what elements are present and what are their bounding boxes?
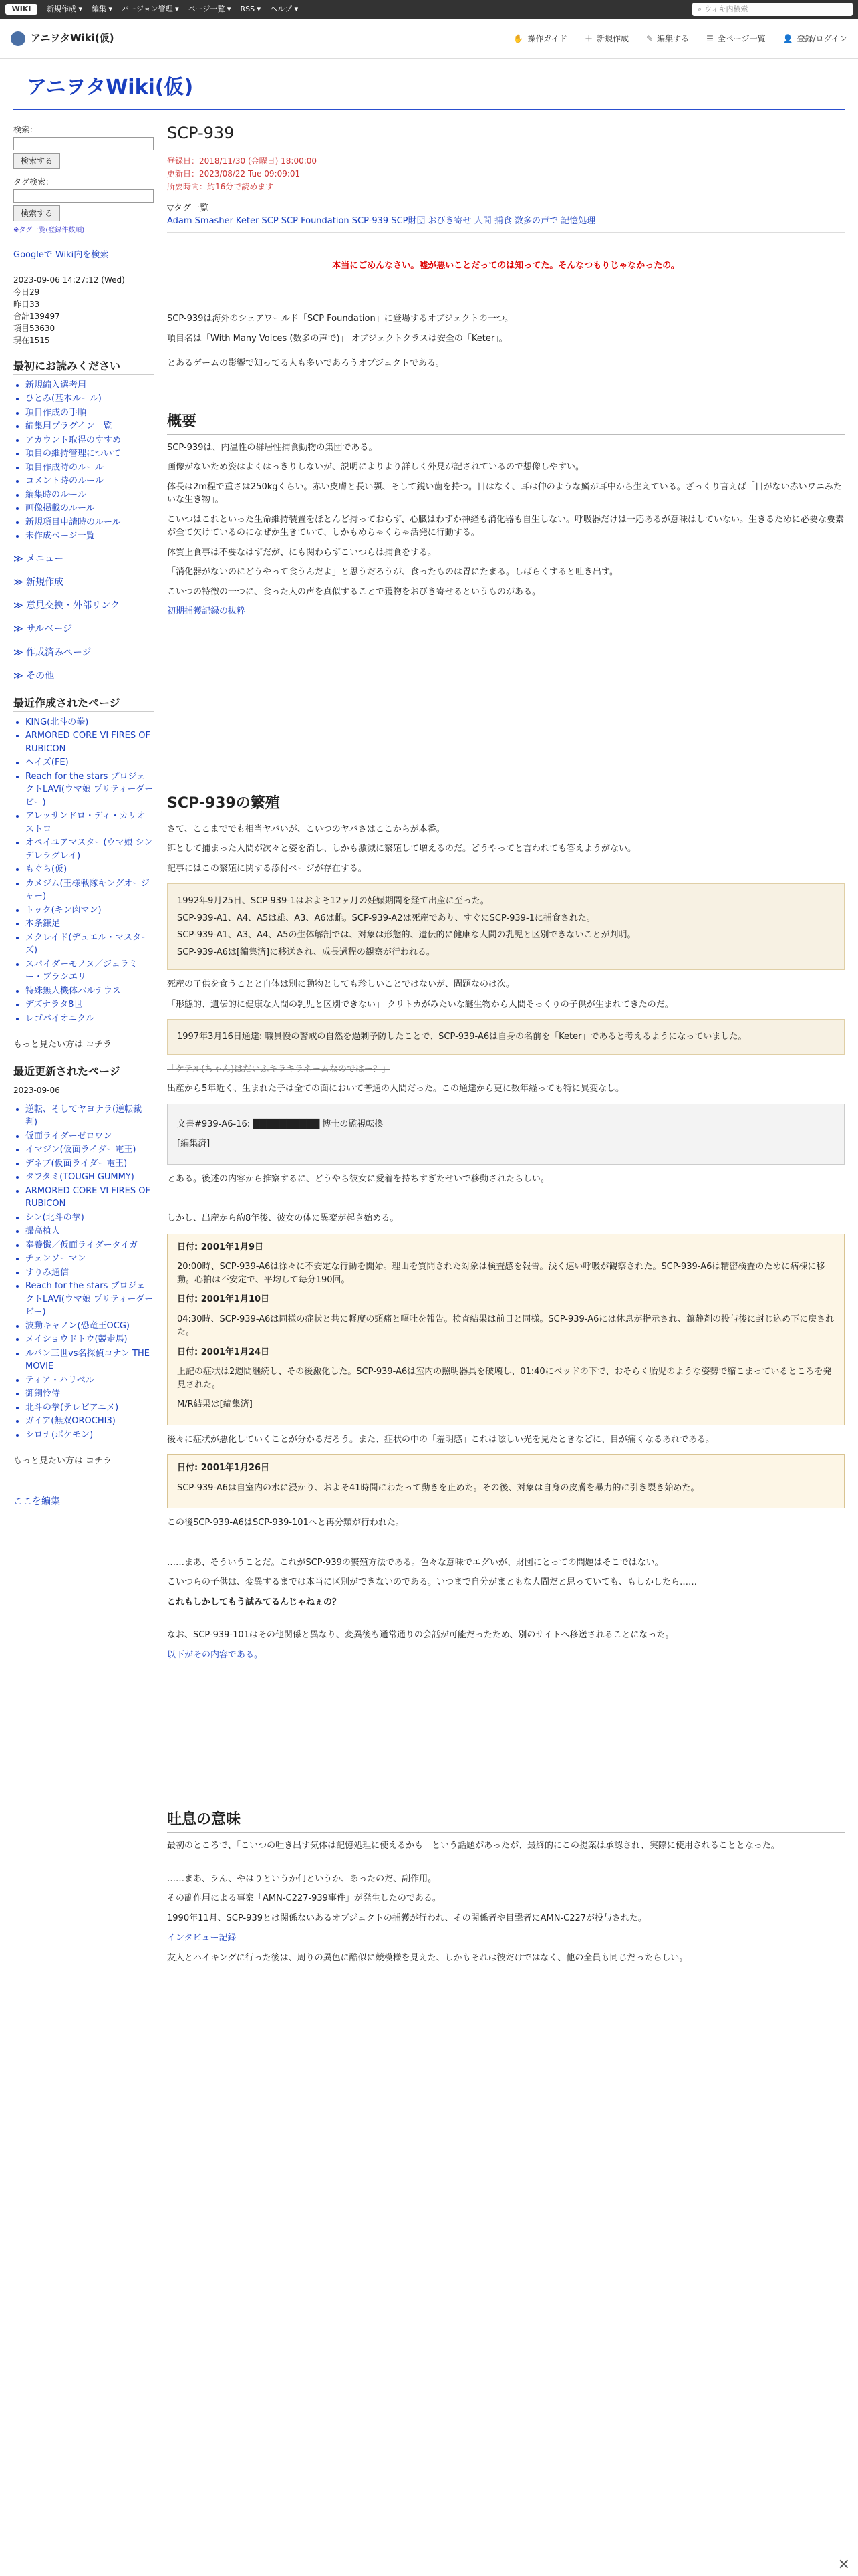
- list-item[interactable]: • 項目の維持管理について: [25, 447, 154, 461]
- list-item[interactable]: • スパイダーモノヌ／ジェラミー・ブラシエリ: [25, 958, 154, 984]
- list-item[interactable]: • 特殊無人機体パルテウス: [25, 985, 154, 998]
- list-item[interactable]: • タフタミ(TOUGH GUMMY): [25, 1171, 154, 1184]
- warning-text: 本当にごめんなさい。嘘が悪いことだってのは知ってた。そんなつもりじゃなかったの。: [332, 260, 680, 271]
- updated-heading: 最近更新されたページ: [13, 1064, 154, 1080]
- breath-3: その副作用による事案「AMN-C227-939事件」が発生したのである。: [167, 1893, 441, 1904]
- breath-5: 友人とハイキングに行った後は、周りの異色に酷似に競模様を見えた、しかもそれは彼だけではなく、他の全員も同じだったらしい。: [167, 1952, 688, 1963]
- list-item[interactable]: • ヘイズ(FE): [25, 756, 154, 770]
- tag-box: [167, 202, 845, 233]
- list-item[interactable]: • ARMORED CORE VI FIRES OF RUBICON: [25, 729, 154, 755]
- birth-4: SCP-939-A6は[編集済]に移送され、成長過程の観察が行われる。: [177, 947, 435, 957]
- list-item[interactable]: • Reach for the stars プロジェクトLAVi(ウマ娘 プリティーダービー): [25, 1280, 154, 1319]
- struck-text: 「ケテル(ちゃん)はだいふキラキラネームなのではー？」: [167, 1064, 390, 1074]
- breed-13: これもしかしてもう試みてるんじゃねぇの？: [167, 1597, 341, 1607]
- search-placeholder: ウィキ内検索: [704, 4, 748, 13]
- list-item[interactable]: • イマジン(仮面ライダー電王): [25, 1143, 154, 1157]
- breed-3: 記事にはこの繁殖に関する添付ページが存在する。: [167, 863, 367, 874]
- latest-list: [25, 716, 154, 1026]
- list-item[interactable]: • もぐら(仮): [25, 863, 154, 876]
- birth-1: 1992年9月25日、SCP-939-1はおよそ12ヶ月の妊娠期間を経て出産に至った。: [177, 896, 489, 907]
- breed-5: 「形態的、遺伝的に健康な人間の乳児と区別できない」 クリトカがみたいな謎生物から人間そっくりの子供が生まれてきたのだ。: [167, 999, 674, 1010]
- google-search-link[interactable]: Googleで Wiki内を検索: [13, 250, 109, 260]
- list-item[interactable]: • 未作成ページ一覧: [25, 530, 154, 543]
- list-item[interactable]: • シン(北斗の拳): [25, 1211, 154, 1225]
- overview-2: 画像がないため姿はよくはっきりしないが、説明によりより詳しく外見が記されているので想像しやすい。: [167, 462, 585, 473]
- guide-icon: ✋: [513, 33, 524, 43]
- list-item[interactable]: • ガイア(無双OROCHI3): [25, 1415, 154, 1428]
- list-item[interactable]: • デズナラタ8世: [25, 998, 154, 1012]
- capture-log-link[interactable]: 初期捕獲記録の抜粋: [167, 606, 246, 617]
- log-date: 日付: 2001年1月26日: [177, 1463, 270, 1474]
- stat-now: 現在1515: [13, 335, 50, 345]
- breed-6: 出産から5年近く、生まれた子は全ての面において普通の人間だった。この通達から更に数年経っても特に異変なし。: [167, 1084, 625, 1094]
- sidebar-search-input[interactable]: [13, 137, 154, 150]
- list-item[interactable]: • アレッサンドロ・ディ・カリオストロ: [25, 810, 154, 836]
- site-name: アニヲタWiki(仮): [31, 32, 114, 45]
- intro-1: SCP-939は海外のシェアワールド「SCP Foundation」に登場するオブジェクトの一つ。: [167, 314, 514, 324]
- updated-date: 2023-09-06: [13, 1085, 60, 1095]
- list-item[interactable]: • レゴバイオニクル: [25, 1012, 154, 1026]
- user-icon: 👤: [782, 33, 793, 43]
- birth-3: SCP-939-A1、A3、A4、A5の生体解剖では、対象は形態的、遺伝的に健康な人間の乳児と区別できないことが判明。: [177, 930, 636, 941]
- list-item[interactable]: • 奉養懺／仮面ライダータイガ: [25, 1239, 154, 1252]
- overview-4: こいつはこれといった生命維持装置をほとんど持っておらず、心臓はわずか神経も消化器も自生しない。呼吸器だけは一応あるが意味はしていない。生きるために必要な要素が全て欠けているのになぜか生きていて、しかもめちゃくちゃ活発に行動する。: [167, 514, 844, 538]
- list-item[interactable]: • 波動キャノン(恐竜王OCG): [25, 1320, 154, 1333]
- tag-search-label: タグ検索：: [13, 177, 54, 187]
- breed-15[interactable]: 以下がその内容である。: [167, 1649, 263, 1660]
- list-item[interactable]: • コメント時のルール: [25, 475, 154, 488]
- registered-date: 登録日：2018/11/30 (金曜日) 18:00:00: [167, 156, 317, 166]
- list-item[interactable]: • アカウント取得のすすめ: [25, 434, 154, 447]
- search-icon: ⌕: [698, 4, 702, 13]
- breed-4: 死産の子供を食うことと自体は別に動物としても珍しいことではないが、問題なのは次。: [167, 979, 515, 990]
- mr-result: M/R結果は[編集済]: [177, 1399, 253, 1410]
- list-item[interactable]: • Reach for the stars プロジェクトLAVi(ウマ娘 プリティーダービー): [25, 770, 154, 810]
- log-text: 04:30時、SCP-939-A6は同様の症状と共に軽度の頭痛と嘔吐を報告。検査結果は前日と同様。SCP-939-A6には休息が指示され、鎮静剤の投与後に封じ込め下に戻された。: [177, 1314, 835, 1338]
- stats: [13, 274, 154, 346]
- cat-links[interactable]: ≫ 意見交換・外部リンク: [13, 600, 120, 611]
- plus-icon: ＋: [584, 33, 593, 43]
- menu-pages[interactable]: ページ一覧 ▾: [188, 4, 231, 13]
- stat-items: 項目53630: [13, 323, 55, 333]
- overview-6: 「消化器がないのにどうやって食うんだよ」と思うだろうが、食ったものは胃にたまる。しばらくすると吐き出す。: [167, 567, 618, 578]
- list-item[interactable]: • 北斗の拳(テレビアニメ): [25, 1401, 154, 1415]
- list-item[interactable]: • KING(北斗の拳): [25, 716, 154, 729]
- overview-1: SCP-939は、内温性の群居性捕食動物の集団である。: [167, 442, 378, 453]
- birth-2: SCP-939-A1、A4、A5は雄、A3、A6は雌。SCP-939-A2は死産であり、すぐにSCP-939-1に捕食された。: [177, 913, 595, 923]
- list-item[interactable]: • すりみ通信: [25, 1266, 154, 1280]
- latest-heading: 最近作成されたページ: [13, 695, 154, 712]
- cat-other[interactable]: ≫ その他: [13, 670, 55, 681]
- list-item[interactable]: • 編集用プラグイン一覧: [25, 420, 154, 433]
- list-item[interactable]: • デネブ(仮面ライダー電王): [25, 1157, 154, 1171]
- site-subbar: [0, 19, 858, 59]
- top-menu: [47, 4, 298, 15]
- overview-7: こいつの特徴の一つに、食った人の声を真似することで獲物をおびき寄せるというものがある。: [167, 586, 541, 597]
- article: [167, 121, 845, 1971]
- document-box: [167, 1104, 845, 1165]
- breed-1: さて、ここまででも相当ヤバいが、こいつのヤバさはここからが本番。: [167, 824, 445, 834]
- updated-date: 更新日：2023/08/22 Tue 09:09:01: [167, 169, 301, 179]
- list-item[interactable]: • カメジム(王様戦隊キングオージャー): [25, 877, 154, 903]
- recent-heading: 最初にお読みください: [13, 358, 154, 375]
- tag-list[interactable]: Adam Smasher Keter SCP SCP Foundation SCP-939 SCP財団 おびき寄せ 人間 捕食 数多の声で 記憶処理: [167, 216, 596, 227]
- tag-list-link[interactable]: ※タグ一覧(登録件数順): [13, 227, 85, 234]
- top-navbar: [0, 0, 858, 19]
- list-item[interactable]: • ティア・ハリベル: [25, 1374, 154, 1387]
- guide-button[interactable]: [513, 33, 567, 45]
- wiki-logo[interactable]: [5, 4, 37, 15]
- list-item[interactable]: • 逆転、そしてヤヨナラ(逆転裁判): [25, 1103, 154, 1129]
- updated-more-link[interactable]: もっと見たい方は コチラ: [13, 1456, 112, 1466]
- sidebar-search-button[interactable]: 検索する: [13, 153, 60, 169]
- list-item[interactable]: • 新規項目申請時のルール: [25, 516, 154, 530]
- list-item[interactable]: • 本条鎌足: [25, 917, 154, 931]
- menu-help[interactable]: ヘルプ ▾: [270, 4, 299, 13]
- stat-yesterday: 昨日33: [13, 299, 40, 309]
- list-item[interactable]: • ひとみ(基本ルール): [25, 392, 154, 406]
- log-text: SCP-939-A6は自室内の水に浸かり、およそ41時間にわたって動きを止めた。その後、対象は自身の皮膚を暴力的に引き裂き始めた。: [177, 1482, 700, 1493]
- log-text: 上記の症状は2週間継続し、その後激化した。SCP-939-A6は室内の照明器具を破壊し、01:40にベッドの下で、おそらく胎児のような姿勢で縮こまっているところを発見された。: [177, 1367, 832, 1390]
- overview-heading: 概要: [167, 411, 845, 435]
- list-item[interactable]: • トック(キン肉マン): [25, 904, 154, 917]
- all-pages-label: 全ページ一覧: [717, 33, 766, 43]
- log-text: 20:00時、SCP-939-A6は徐々に不安定な行動を開始。理由を質問された対象は検査感を報告。浅く速い呼吸が観察された。SCP-939-A6は精密検査のために病棟に移動。心拍は不安定で、平均して毎分190回。: [177, 1262, 825, 1285]
- breed-11: ……まあ、そういうことだ。これがSCP-939の繁殖方法である。色々な意味でエグいが、財団にとっての問題はそこではない。: [167, 1557, 664, 1568]
- latest-more-link[interactable]: もっと見たい方は コチラ: [13, 1040, 112, 1050]
- tag-heading: ▽タグ一覧: [167, 203, 208, 213]
- notice-text: 1997年3月16日通達: 職員慢の警戒の自然を過剰予防したことで、SCP-939-A6は自身の名前を「Keter」であると考えるようになっていました。: [177, 1032, 747, 1042]
- cat-new[interactable]: ≫ 新規作成: [13, 576, 64, 588]
- list-item[interactable]: • オペイユアマスター(ウマ娘 シンデレラグレイ): [25, 836, 154, 862]
- site-icon: [11, 31, 25, 46]
- breath-heading: 吐息の意味: [167, 1808, 845, 1833]
- breath-4: 1990年11月、SCP-939とは関係ないあるオブジェクトの捕獲が行われ、その関係者や目撃者にAMN-C227が投与された。: [167, 1913, 648, 1923]
- list-item[interactable]: • ARMORED CORE VI FIRES OF RUBICON: [25, 1185, 154, 1211]
- cat-salvage[interactable]: ≫ サルベージ: [13, 623, 73, 634]
- cat-created[interactable]: ≫ 作成済みページ: [13, 647, 92, 658]
- edit-sidebar-link[interactable]: ここを編集: [13, 1496, 60, 1507]
- site-title[interactable]: アニヲタWiki(仮): [13, 59, 845, 110]
- menu-version[interactable]: バージョン管理 ▾: [122, 4, 179, 13]
- cat-menu[interactable]: ≫ メニュー: [13, 553, 64, 564]
- log-date: 日付: 2001年1月10日: [177, 1294, 270, 1305]
- login-label: 登録/ログイン: [797, 33, 847, 43]
- stat-date: 2023-09-06 14:27:12 (Wed): [13, 275, 125, 285]
- list-icon: ☰: [706, 33, 714, 43]
- list-item[interactable]: • シロナ(ポケモン): [25, 1429, 154, 1442]
- overview-5: 体質上食事は不要なはずだが、にも関わらずこいつらは捕食をする。: [167, 547, 437, 558]
- birth-record: [167, 883, 845, 970]
- breed-14: なお、SCP-939-101はその他関係と異なり、変異後も通常通りの会話が可能だったため、別のサイトへ移送されることになった。: [167, 1630, 674, 1641]
- list-item[interactable]: • 項目作成時のルール: [25, 461, 154, 475]
- log-date: 日付: 2001年1月24日: [177, 1346, 270, 1357]
- wiki-logo-text: WIKI: [5, 4, 37, 15]
- close-icon[interactable]: ✕: [837, 2557, 850, 2573]
- menu-new[interactable]: 新規作成 ▾: [47, 4, 83, 13]
- tag-search-input[interactable]: [13, 189, 154, 203]
- guide-label: 操作ガイド: [527, 33, 567, 43]
- page-meta: [167, 155, 845, 194]
- menu-edit[interactable]: 編集 ▾: [92, 4, 113, 13]
- final-log-box: [167, 1454, 845, 1508]
- tag-search-button[interactable]: 検索する: [13, 205, 60, 221]
- read-time: 所要時間：約16分で読めます: [167, 182, 274, 192]
- search-label: 検索：: [13, 125, 38, 134]
- doc-title: 文書#939-A6-16: ██████████ 博士の監視転換: [177, 1119, 384, 1129]
- breed-heading: SCP-939の繁殖: [167, 792, 845, 816]
- list-item[interactable]: • 画像掲載のルール: [25, 502, 154, 515]
- site-brand[interactable]: [11, 31, 114, 46]
- breed-8: しかし、出産から約8年後、彼女の体に異変が起き始める。: [167, 1213, 399, 1224]
- breed-7: とある。後述の内容から推察するに、どうやら彼女に愛着を持ちすぎたせいで移動されたらしい。: [167, 1173, 550, 1184]
- sidebar: [13, 121, 154, 1971]
- wiki-search-input[interactable]: [692, 3, 853, 16]
- breath-1: 最初のところで、「こいつの吐き出す気体は記憶処理に使えるかも」という話題があったが、最終的にこの提案は承認され、実際に使用されることとなった。: [167, 1841, 780, 1851]
- list-item[interactable]: • 御剣怜侍: [25, 1387, 154, 1401]
- log-date: 日付: 2001年1月9日: [177, 1242, 263, 1252]
- list-item[interactable]: • 仮面ライダーゼロワン: [25, 1130, 154, 1143]
- stat-total: 合計139497: [13, 311, 60, 321]
- breed-2: 餌として捕まった人間が次々と姿を消し、しかも激減に繁殖して増えるのだ。どうやってと言われても答えようがない。: [167, 844, 637, 854]
- list-item[interactable]: • 項目作成の手順: [25, 406, 154, 420]
- interview-link[interactable]: インタビュー記録: [167, 1933, 237, 1944]
- breath-2: ……まあ、ラん、やはりというか何というか、あったのだ、副作用。: [167, 1873, 437, 1884]
- all-pages-button[interactable]: [706, 33, 766, 45]
- page-title: SCP-939: [167, 121, 845, 148]
- edit-label: 編集する: [657, 33, 690, 43]
- edit-button[interactable]: [646, 33, 689, 45]
- list-item[interactable]: • ルパン三世vs名探偵コナン THE MOVIE: [25, 1347, 154, 1373]
- menu-rss[interactable]: RSS ▾: [240, 4, 261, 13]
- list-item[interactable]: • 編集時のルール: [25, 489, 154, 502]
- overview-3: 体長は2m程で重さは250kgくらい。赤い皮膚と長い顎、そして鋭い歯を持つ。目はなく、耳は仲のような鱗が耳中から生えている。ざっくり言えば「目がない赤いワニみたいな生き物」。: [167, 481, 842, 505]
- breed-9: 後々に症状が悪化していくことが分かるだろう。また、症状の中の「羞明感」これは眩しい光を見たときなどに、目が痛くなるあれである。: [167, 1434, 715, 1445]
- list-item[interactable]: • メイショウドトウ(競走馬): [25, 1333, 154, 1346]
- stat-today: 今日29: [13, 287, 40, 297]
- list-item[interactable]: • 新規編入選考用: [25, 379, 154, 392]
- login-button[interactable]: [783, 33, 847, 45]
- log-box: [167, 1234, 845, 1425]
- updated-list: [25, 1103, 154, 1442]
- list-item[interactable]: • メクレイド(デュエル・マスターズ): [25, 931, 154, 957]
- doc-body: [編集済]: [177, 1139, 210, 1149]
- recent-list: [25, 379, 154, 543]
- breed-10: この後SCP-939-A6はSCP-939-101へと再分類が行われた。: [167, 1518, 404, 1528]
- intro-3: とあるゲームの影響で知ってる人も多いであろうオブジェクトである。: [167, 358, 444, 369]
- toolbar: [513, 33, 847, 45]
- list-item[interactable]: • チェンソーマン: [25, 1252, 154, 1266]
- notice-record: [167, 1019, 845, 1055]
- breed-12: こいつらの子供は、変異するまでは本当に区別ができないのである。いつまで自分がまともな人間だと思っていても、もしかしたら……: [167, 1577, 698, 1588]
- intro-2: 項目名は「With Many Voices (数多の声で)」 オブジェクトクラスは安全の「Keter」。: [167, 333, 508, 344]
- new-page-button[interactable]: [585, 33, 629, 45]
- list-item[interactable]: • 撮高植人: [25, 1225, 154, 1238]
- pencil-icon: ✎: [646, 33, 654, 43]
- new-page-label: 新規作成: [596, 33, 629, 43]
